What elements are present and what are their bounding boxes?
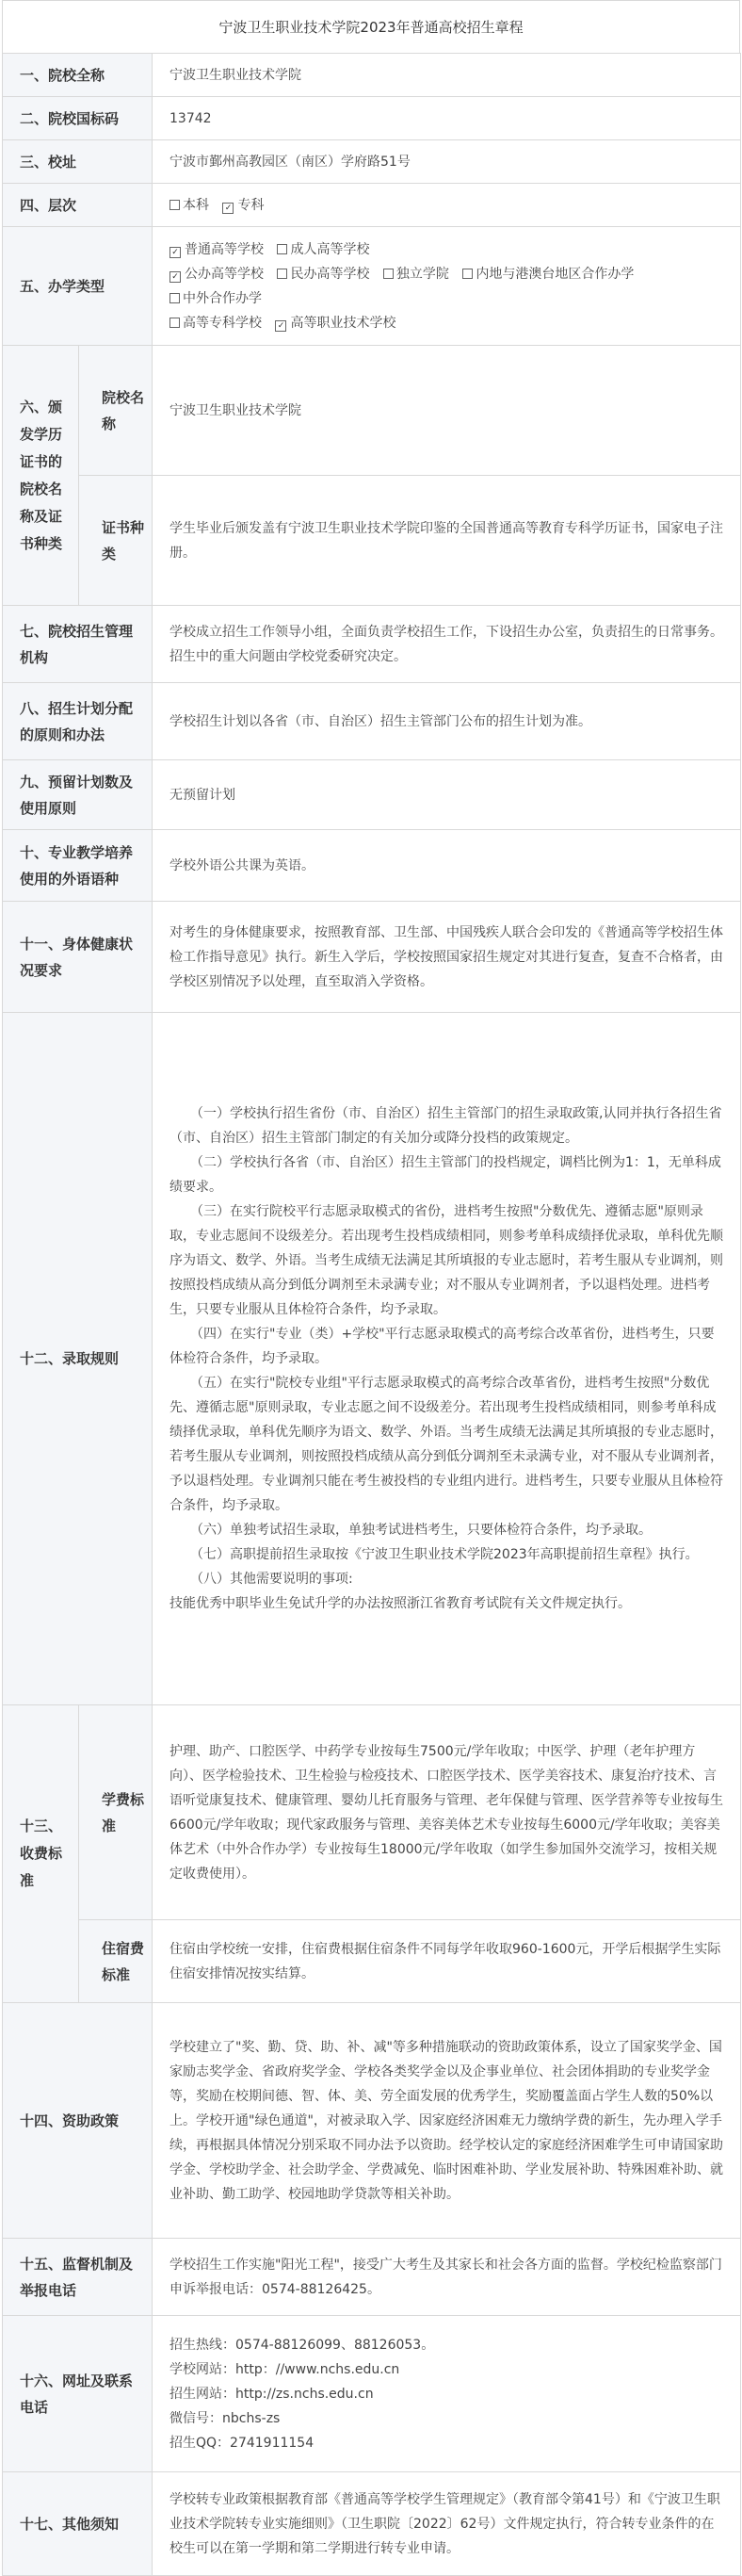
level-option-bachelor: 本科 (169, 193, 209, 218)
row-label: 一、院校全称 (3, 54, 153, 97)
row-label: 九、预留计划数及使用原则 (3, 760, 153, 830)
level-options (153, 184, 741, 227)
sub-label-tuition: 学费标准 (79, 1705, 153, 1920)
row-reserved-plan (3, 760, 741, 830)
checkbox-checked-icon: ✓ (222, 203, 234, 214)
sub-label-school-name: 院校名称 (79, 346, 153, 476)
row-label: 十二、录取规则 (3, 1013, 153, 1705)
row-address (3, 140, 741, 184)
row-certificate-type (3, 476, 741, 606)
row-label: 十一、身体健康状况要求 (3, 902, 153, 1013)
type-option: 民办高等学校 (277, 262, 369, 286)
row-other-notes (3, 2472, 741, 2576)
school-website-link[interactable]: 学校网站：http：//www.nchs.edu.cn (169, 2361, 400, 2377)
row-label: 十七、其他须知 (3, 2472, 153, 2576)
row-admission-office (3, 606, 741, 683)
row-value: 学校建立了"奖、勤、贷、助、补、减"等多种措施联动的资助政策体系，设立了国家奖学金、国家励志奖学金、省政府奖学金、学校各类奖学金以及企事业单位、社会团体捐助的专业奖学金等，奖励在校期间德、智、体、美、劳全面发展的优秀学生，奖励覆盖面占学生人数的50%以上。学校开通"绿色通道"，对被录取入学、因家庭经济困难无力缴纳学费的新生，先办理入学手续，再根据具体情况分别采取不同办法予以资助。经学校认定的家庭经济困难学生可申请国家助学金、学校助学金、社会助学金、学费减免、临时困难补助、学业发展补助、特殊困难补助、就业补助、勤工助学、校园地助学贷款等相关补助。 (153, 2003, 741, 2239)
row-financial-aid (3, 2003, 741, 2239)
row-label: 四、层次 (3, 184, 153, 227)
row-tuition (3, 1705, 741, 1920)
row-foreign-language (3, 830, 741, 902)
row-admission-rules (3, 1013, 741, 1705)
wechat-id: 微信号：nbchs-zs (169, 2410, 281, 2426)
row-label: 十三、收费标准 (3, 1705, 79, 2003)
page-title: 宁波卫生职业技术学院2023年普通高校招生章程 (2, 0, 740, 53)
rule-paragraph: （四）在实行"专业（类）+学校"平行志愿录取模式的高考综合改革省份，进档考生，只要体检符合条件，均予录取。 (169, 1327, 715, 1366)
rule-paragraph: 技能优秀中职毕业生免试升学的办法按照浙江省教育考试院有关文件规定执行。 (169, 1596, 632, 1611)
document-page (2, 0, 740, 2574)
contact-lines (153, 2316, 741, 2472)
school-type-options (153, 227, 741, 346)
type-option: 中外合作办学 (169, 286, 262, 311)
rule-paragraph: （二）学校执行各省（市、自治区）招生主管部门的投档规定，调档比例为1：1，无单科成绩要求。 (169, 1155, 721, 1195)
row-value: 学校招生工作实施"阳光工程"，接受广大考生及其家长和社会各方面的监督。学校纪检监察部门申诉举报电话：0574-88126425。 (153, 2239, 741, 2316)
row-contact (3, 2316, 741, 2472)
checkbox-empty-icon (169, 293, 180, 303)
row-value: 无预留计划 (153, 760, 741, 830)
row-label: 十、专业教学培养使用的外语语种 (3, 830, 153, 902)
checkbox-checked-icon: ✓ (275, 320, 286, 332)
row-supervision (3, 2239, 741, 2316)
row-national-code (3, 97, 741, 140)
charter-table (2, 53, 741, 2576)
type-option: ✓ 高等职业技术学校 (275, 311, 395, 335)
checkbox-empty-icon (277, 244, 287, 254)
type-option: 内地与港澳台地区合作办学 (462, 262, 634, 286)
row-label: 十五、监督机制及举报电话 (3, 2239, 153, 2316)
rule-paragraph: （六）单独考试招生录取，单独考试进档考生，只要体检符合条件，均予录取。 (190, 1523, 653, 1538)
row-value: 护理、助产、口腔医学、中药学专业按每生7500元/学年收取；中医学、护理（老年护理方向）、医学检验技术、卫生检验与检疫技术、口腔医学技术、医学美容技术、康复治疗技术、言语听觉康复技术、健康管理、婴幼儿托育服务与管理、老年保健与管理、医学营养等专业按每生6600元/学年收取；现代家政服务与管理、美容美体艺术专业按每生6000元/学年收取；美容美体艺术（中外合作办学）专业按每生18000元/学年收取（如学生参加国外交流学习，按相关规定收费使用）。 (153, 1705, 741, 1920)
row-value: 住宿由学校统一安排，住宿费根据住宿条件不同每学年收取960-1600元，开学后根据学生实际住宿安排情况按实结算。 (153, 1920, 741, 2003)
row-label: 三、校址 (3, 140, 153, 184)
row-label: 六、颁发学历证书的院校名称及证书种类 (3, 346, 79, 606)
row-value: 学校成立招生工作领导小组，全面负责学校招生工作，下设招生办公室，负责招生的日常事务。招生中的重大问题由学校党委研究决定。 (153, 606, 741, 683)
row-label: 八、招生计划分配的原则和办法 (3, 683, 153, 760)
type-option: ✓ 普通高等学校 (169, 237, 264, 262)
checkbox-empty-icon (169, 318, 180, 328)
row-accommodation-fee (3, 1920, 741, 2003)
sub-label-certificate-type: 证书种类 (79, 476, 153, 606)
row-label: 十四、资助政策 (3, 2003, 153, 2239)
row-value: 宁波卫生职业技术学院 (153, 54, 741, 97)
type-option: ✓ 公办高等学校 (169, 262, 264, 286)
row-school-type (3, 227, 741, 346)
checkbox-checked-icon: ✓ (169, 271, 181, 283)
checkbox-empty-icon (277, 269, 287, 279)
rule-paragraph: （三）在实行院校平行志愿录取模式的省份，进档考生按照"分数优先、遵循志愿"原则录取，专业志愿间不设级差分。若出现考生投档成绩相同，则参考单科成绩择优录取，单科优先顺序为语文、数学、外语。当考生成绩无法满足其所填报的专业志愿时，若考生服从专业调剂，则按照投档成绩从高分到低分调剂至未录满专业；对不服从专业调剂者，予以退档处理。进档考生，只要专业服从且体检符合条件，均予录取。 (169, 1204, 724, 1317)
row-label: 二、院校国标码 (3, 97, 153, 140)
admission-website-link[interactable]: 招生网站：http://zs.nchs.edu.cn (169, 2386, 374, 2402)
sub-label-accommodation: 住宿费标准 (79, 1920, 153, 2003)
row-health-requirement (3, 902, 741, 1013)
row-value: 宁波市鄞州高教园区（南区）学府路51号 (153, 140, 741, 184)
row-value: 13742 (153, 97, 741, 140)
row-value: 学校转专业政策根据教育部《普通高等学校学生管理规定》（教育部令第41号）和《宁波卫生职业技术学院转专业实施细则》（卫生职院〔2022〕62号）文件规定执行，符合转专业条件的在校生可以在第一学期和第二学期进行转专业申请。 (153, 2472, 741, 2576)
row-certificate-school (3, 346, 741, 476)
row-full-name (3, 54, 741, 97)
row-label: 七、院校招生管理机构 (3, 606, 153, 683)
rule-paragraph: （七）高职提前招生录取按《宁波卫生职业技术学院2023年高职提前招生章程》执行。 (190, 1547, 699, 1562)
type-option: 成人高等学校 (277, 237, 369, 262)
row-label: 十六、网址及联系电话 (3, 2316, 153, 2472)
radio-icon (169, 200, 180, 210)
rule-paragraph: （一）学校执行招生省份（市、自治区）招生主管部门的招生录取政策,认同并执行各招生省（市、自治区）招生主管部门制定的有关加分或降分投档的政策规定。 (169, 1106, 722, 1146)
checkbox-checked-icon: ✓ (169, 247, 181, 258)
contact-hotline: 招生热线：0574-88126099、88126053。 (169, 2337, 435, 2353)
rule-paragraph: （八）其他需要说明的事项: (190, 1572, 353, 1587)
type-option: 高等专科学校 (169, 311, 262, 335)
admission-rules-content (153, 1013, 741, 1705)
rule-paragraph: （五）在实行"院校专业组"平行志愿录取模式的高考综合改革省份，进档考生按照"分数优先、遵循志愿"原则录取，专业志愿之间不设级差分。若出现考生投档成绩相同，则参考单科成绩择优录取，单科优先顺序为语文、数学、外语。当考生成绩无法满足其所填报的专业志愿时，若考生服从专业调剂，则按照投档成绩从高分到低分调剂至未录满专业，对不服从专业调剂者，予以退档处理。专业调剂只能在考生被投档的专业组内进行。进档考生，只要专业服从且体检符合条件，均予录取。 (169, 1376, 724, 1513)
checkbox-empty-icon (462, 269, 473, 279)
row-value: 学生毕业后颁发盖有宁波卫生职业技术学院印鉴的全国普通高等教育专科学历证书，国家电子注册。 (153, 476, 741, 606)
admission-qq: 招生QQ：2741911154 (169, 2435, 315, 2451)
row-value: 学校招生计划以各省（市、自治区）招生主管部门公布的招生计划为准。 (153, 683, 741, 760)
row-value: 学校外语公共课为英语。 (153, 830, 741, 902)
row-level (3, 184, 741, 227)
level-option-junior: ✓ 专科 (222, 193, 264, 218)
row-value: 宁波卫生职业技术学院 (153, 346, 741, 476)
row-plan-allocation (3, 683, 741, 760)
type-option: 独立学院 (383, 262, 449, 286)
row-value: 对考生的身体健康要求，按照教育部、卫生部、中国残疾人联合会印发的《普通高等学校招生体检工作指导意见》执行。新生入学后，学校按照国家招生规定对其进行复查，复查不合格者，由学校区别情况予以处理，直至取消入学资格。 (153, 902, 741, 1013)
checkbox-empty-icon (383, 269, 394, 279)
row-label: 五、办学类型 (3, 227, 153, 346)
